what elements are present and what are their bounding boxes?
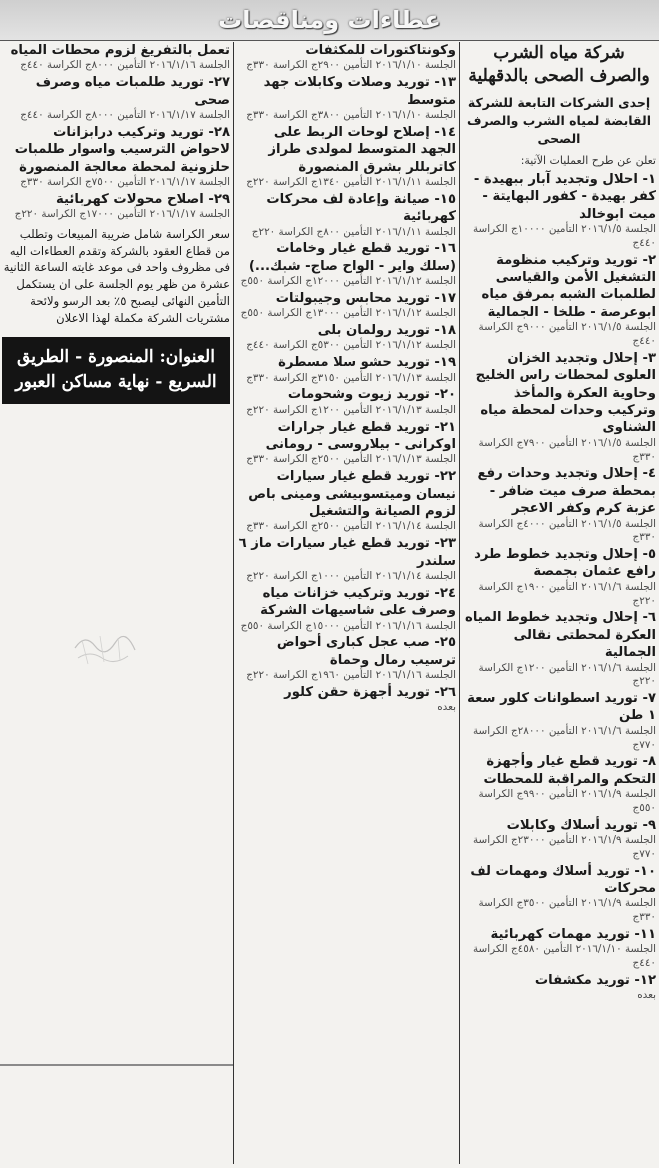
tender-item xyxy=(462,753,656,815)
tender-details: الجلسة ٢٠١٦/١/١٢ التأمين ١٢٠٠٠ج الكراسة ٥٥٠ج xyxy=(240,275,456,288)
tender-title: ٣- إحلال وتجديد الخزان العلوى لمحطات راس الخليج وحاوية العكرة والمأخذ وتركيب وحدات لمحطة مياه الشناوى xyxy=(475,350,656,436)
tender-details: الجلسة ٢٠١٦/١/١٢ التأمين ١٣٠٠٠ج الكراسة ٥٥٠ج xyxy=(240,307,456,320)
tender-item xyxy=(462,465,656,545)
tender-details: الجلسة ٢٠١٦/١/٥ التأمين ٩٠٠٠ج الكراسة ٤٤٠ج xyxy=(478,321,656,347)
tender-title: ٢٠- توريد زيوت وشحومات xyxy=(287,387,456,403)
tender-title: ١٠- توريد أسلاك ومهمات لف محركات xyxy=(470,863,656,896)
tender-item xyxy=(462,972,656,1003)
tender-details: الجلسة ٢٠١٦/١/١٤ التأمين ١٠٠٠ج الكراسة ٢٢٠ج xyxy=(246,569,456,582)
tender-title: ٢٢- توريد قطع غيار سيارات نيسان وميتسوبيشى ومينى باص لزوم الصيانة والتشغيل xyxy=(248,469,456,519)
company-name: شركة مياه الشرب والصرف الصحى بالدقهلية xyxy=(468,43,650,86)
tender-title: ٢- توريد وتركيب منظومة التشغيل الأمن والقياسى لطلمبات الشبه بمرفق مياه ابوعرصة - طلخا - الجمالية xyxy=(481,252,656,320)
tender-item xyxy=(236,354,456,385)
tender-title: ٢٣- توريد قطع غيار سيارات ماز ٦ سلندر xyxy=(238,536,456,569)
intro-text: تعلن عن طرح العمليات الآتية: xyxy=(520,154,656,168)
column-middle xyxy=(236,42,456,1164)
tender-details: الجلسة ٢٠١٦/١/٦ التأمين ١٢٠٠ج الكراسة ٢٢٠ج xyxy=(478,661,656,688)
section-header xyxy=(0,0,659,41)
tender-title: ٢٤- توريد وتركيب خزانات مياه وصرف على شاسيهات الشركة xyxy=(260,585,456,619)
tender-item xyxy=(236,191,456,240)
tender-details: الجلسة ٢٠١٦/١/٦ التأمين ٢٨٠٠٠ج الكراسة ٧٧٠ج xyxy=(472,724,656,751)
tender-details: الجلسة ٢٠١٦/١/١٧ التأمين ٨٠٠٠ج الكراسة ٤٤٠ج xyxy=(20,109,230,121)
tender-details: الجلسة ٢٠١٦/١/١٤ التأمين ٢٥٠٠ج الكراسة ٣٣٠ج xyxy=(246,520,456,533)
column-right xyxy=(462,42,656,1164)
tender-title: ٢٧- توريد طلمبات مياه وصرف صحى xyxy=(35,75,230,108)
tender-details: الجلسة ٢٠١٦/١/١٠ التأمين ٢٩٠٠ج الكراسة ٣٣٠ج xyxy=(246,59,456,72)
tender-item xyxy=(462,863,656,925)
tender-details: الجلسة ٢٠١٦/١/١٢ التأمين ٥٣٠٠ج الكراسة ٤٤٠ج xyxy=(246,339,456,352)
tender-details: الجلسة ٢٠١٦/١/٩ التأمين ٢٣٠٠٠ج الكراسة ٧٧٠ج xyxy=(472,834,656,860)
tender-details: الجلسة ٢٠١٦/١/١٦ التأمين ٨٠٠٠ج الكراسة ٤٤٠ج xyxy=(20,59,230,72)
tender-details: الجلسة ٢٠١٦/١/١٦ التأمين ١٩٦٠ج الكراسة ٢٢٠ج xyxy=(246,669,456,682)
tender-title: ١- احلال وتجديد آبار ببهيدة - كفر بهيدة - كفور البهايتة - ميت ابوخالد xyxy=(473,171,656,222)
tender-item xyxy=(236,290,456,321)
tender-title: ٢٦- توريد أجهزة حقن كلور xyxy=(284,684,456,700)
tender-title: ٥- إحلال وتجديد خطوط طرد رافع عثمان بجمصة xyxy=(474,546,656,580)
tender-item xyxy=(236,386,456,417)
tender-item xyxy=(236,684,456,715)
address-box: العنوان: المنصورة - الطريق السريع - نهاية مساكن العبور xyxy=(2,337,230,404)
column-left xyxy=(2,42,230,1164)
terms-note: سعر الكراسة شامل ضريبة المبيعات وتطلب من قطاع العقود بالشركة وتقدم العطاءات اليه فى مظروف واحد فى موعد غايته الساعة الثانية عشرة من ظهر يوم الجلسة على ان يستكمل التأمين النهائى ليصبح ٥٪ بعد الرسو ولائحة مشتريات الشركة مكملة لهذا الاعلان xyxy=(3,226,230,325)
stamp-mark xyxy=(70,628,140,670)
tender-details: الجلسة ٢٠١٦/١/١٧ التأمين ١٧٠٠٠ج الكراسة ٢٢٠ج xyxy=(14,208,230,221)
tender-item xyxy=(236,124,456,190)
tender-title: ١٥- صيانة وإعادة لف محركات كهربائية xyxy=(266,191,456,225)
tender-details: الجلسة ٢٠١٦/١/١٠ التأمين ٤٥٨٠ج الكراسة ٤٤٠ج xyxy=(472,943,656,969)
tender-title: تعمل بالتفريغ لزوم محطات المياه xyxy=(10,43,230,58)
tender-title: ١٩- توريد حشو سلا مسطرة xyxy=(278,355,456,371)
tender-details: الجلسة ٢٠١٦/١/٩ التأمين ٩٩٠٠ج الكراسة ٥٥٠ج xyxy=(478,788,656,814)
tender-title: ٩- توريد أسلاك وكابلات xyxy=(506,817,656,833)
tender-details: الجلسة ٢٠١٦/١/١٣ التأمين ٢٥٠٠ج الكراسة ٣٣٠ج xyxy=(246,453,456,466)
page-rule xyxy=(0,1064,233,1066)
tender-details: الجلسة ٢٠١٦/١/٦ التأمين ١٩٠٠ج الكراسة ٢٢٠ج xyxy=(478,580,656,607)
tender-item xyxy=(236,535,456,584)
tender-title: ١٤- إصلاح لوحات الربط على الجهد المتوسط لمولدى طراز كاتربللر بشرق المنصورة xyxy=(268,124,456,175)
tender-item xyxy=(2,124,230,190)
tender-title: ١٨- توريد رولمان بلى xyxy=(317,323,456,339)
section-title: عطاءات ومناقصات xyxy=(218,6,441,34)
tender-item xyxy=(462,817,656,862)
tender-item xyxy=(236,585,456,634)
column-divider xyxy=(233,42,234,1164)
tender-item xyxy=(236,634,456,683)
tender-title: ٢٩- اصلاح محولات كهربائية xyxy=(56,191,230,207)
tender-details: الجلسة ٢٠١٦/١/١٣ التأمين ٣١٥٠ج الكراسة ٣٣٠ج xyxy=(246,371,456,384)
tender-details: الجلسة ٢٠١٦/١/١١ التأمين ١٣٤٠ج الكراسة ٢٢٠ج xyxy=(246,176,456,188)
tender-title: ١٢- توريد مكشفات xyxy=(534,972,656,988)
continuation-mark: بعده xyxy=(437,701,456,714)
tender-title: ١٣- توريد وصلات وكابلات جهد متوسط xyxy=(263,75,456,108)
tender-item xyxy=(236,42,456,73)
tender-item xyxy=(462,350,656,465)
tender-details: الجلسة ٢٠١٦/١/٥ التأمين ٧٩٠٠ج الكراسة ٣٣٠ج xyxy=(478,436,656,463)
tender-item xyxy=(462,690,656,752)
tender-title: ١١- توريد مهمات كهربائية xyxy=(490,926,656,942)
tender-title: ٧- توريد اسطوانات كلور سعة ١ طن xyxy=(467,691,656,724)
tender-details: الجلسة ٢٠١٦/١/٥ التأمين ٤٠٠٠ج الكراسة ٣٣٠ج xyxy=(478,517,656,544)
tender-item xyxy=(236,419,456,468)
tender-details: الجلسة ٢٠١٦/١/٩ التأمين ٣٥٠٠ج الكراسة ٣٣٠ج xyxy=(478,897,656,924)
tender-item xyxy=(2,191,230,222)
tender-title: ١٧- توريد محابس وجيبولتات xyxy=(275,290,456,306)
tender-title: ٢١- توريد قطع غيار جرارات اوكرانى - بيلاروسى - رومانى xyxy=(265,419,456,452)
tender-title: ٢٥- صب عجل كبارى أحواض ترسيب رمال وحماة xyxy=(276,635,456,668)
tender-title: ٤- إحلال وتجديد وحدات رفع بمحطة صرف ميت ضافر - عزبة كرم وكفر الاعجر xyxy=(477,466,656,517)
tender-item xyxy=(462,252,656,349)
tender-item xyxy=(462,609,656,689)
tender-item xyxy=(236,322,456,353)
column-divider xyxy=(459,42,460,1164)
tender-item xyxy=(2,42,230,73)
tender-item xyxy=(462,926,656,971)
tender-details: الجلسة ٢٠١٦/١/١٦ التأمين ١٥٠٠٠ج الكراسة ٥٥٠ج xyxy=(240,619,456,632)
tender-details: الجلسة ٢٠١٦/١/١٠ التأمين ٣٨٠٠ج الكراسة ٣٣٠ج xyxy=(246,109,456,121)
tender-item xyxy=(236,240,456,289)
tender-item xyxy=(236,74,456,123)
tender-details: الجلسة ٢٠١٦/١/١٧ التأمين ٧٥٠٠ج الكراسة ٣٣٠ج xyxy=(20,176,230,188)
tender-details: الجلسة ٢٠١٦/١/١١ التأمين ٨٠٠ج الكراسة ٢٢٠ج xyxy=(251,225,456,238)
tender-title: ٢٨- توريد وتركيب درابزانات لاحواض الترسيب واسوار طلمبات حلزونية لمحطة معالجة المنصورة xyxy=(14,124,230,175)
tender-details: الجلسة ٢٠١٦/١/١٣ التأمين ١٢٠٠ج الكراسة ٢٢٠ج xyxy=(246,403,456,416)
tender-title: ٨- توريد قطع غيار وأجهزة التحكم والمراقبة للمحطات xyxy=(483,754,656,787)
continuation-mark: بعده xyxy=(637,989,656,1002)
tender-item xyxy=(462,546,656,608)
tender-title: ١٦- توريد قطع غيار وخامات (سلك واير - الواح صاج- شبك...) xyxy=(248,241,456,274)
tender-details: الجلسة ٢٠١٦/١/٥ التأمين ١٠٠٠٠ج الكراسة ٤٤٠ج xyxy=(472,223,656,249)
tender-item xyxy=(462,171,656,251)
tender-item xyxy=(236,468,456,534)
company-subtitle: إحدى الشركات التابعة للشركة القابضة لمياه الشرب والصرف الصحى xyxy=(467,94,651,147)
tender-item xyxy=(2,74,230,123)
tender-title: ٦- إحلال وتجديد خطوط المياه العكرة لمحطتى نقالى الجمالية xyxy=(465,610,656,661)
tender-title: وكونتاكتورات للمكثفات xyxy=(305,43,456,58)
